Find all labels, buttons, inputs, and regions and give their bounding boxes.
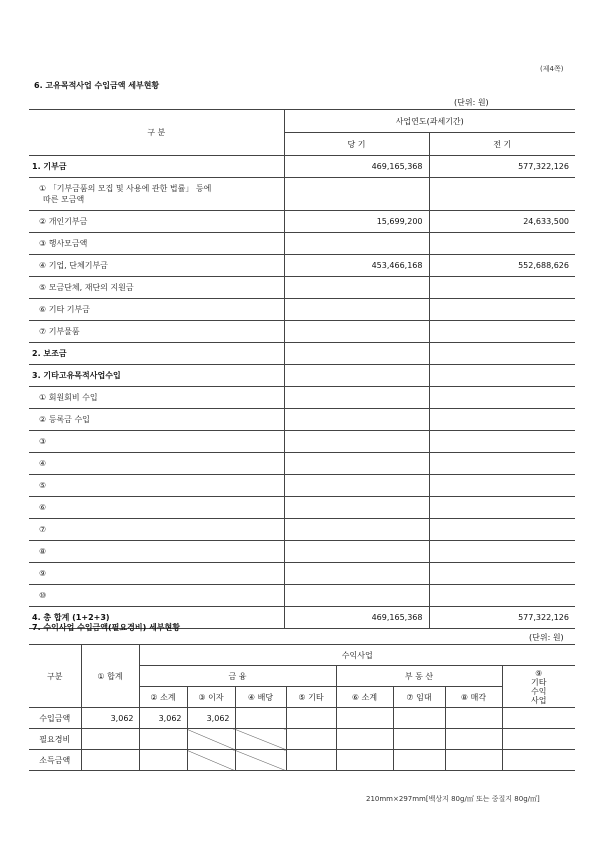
sec6-row (29, 299, 575, 321)
sec6-row (29, 277, 575, 299)
sec6-current-value: 15,699,200 (284, 211, 429, 233)
sec6-current-value (284, 431, 429, 453)
sec7-cell (81, 729, 139, 750)
sec6-row (29, 563, 575, 585)
sec7-cell (187, 729, 235, 750)
sec6-row-label: ② 등록금 수입 (29, 409, 284, 431)
sec7-cell (502, 708, 575, 729)
sec6-row (29, 255, 575, 277)
sec7-cell (286, 750, 336, 771)
sec6-prior-value (429, 541, 575, 563)
sec6-prior-value (429, 497, 575, 519)
sec6-row-label-line1: ① 「기부금품의 모집 및 사용에 관한 법률」 등에 (39, 184, 212, 193)
sec6-current-value (284, 497, 429, 519)
sec7-cell: 3,062 (187, 708, 235, 729)
sec7-cell (81, 750, 139, 771)
sec6-prior-value: 552,688,626 (429, 255, 575, 277)
sec6-row-label: ⑧ (29, 541, 284, 563)
sec6-row (29, 519, 575, 541)
sec6-prior-value (429, 178, 575, 211)
sec6-current-value (284, 541, 429, 563)
sec7-cell (393, 729, 445, 750)
sec6-row-label: ⑤ 모금단체, 재단의 지원금 (29, 277, 284, 299)
sec7-row-label: 필요경비 (29, 729, 81, 750)
sec6-current-value: 469,165,368 (284, 607, 429, 629)
sec7-cell (139, 729, 187, 750)
sec6-current-value (284, 387, 429, 409)
sec7-row (29, 708, 575, 729)
sec6-row-label: 4. 총 합계 (1+2+3) (29, 607, 284, 629)
sec7-cell (445, 750, 502, 771)
sec6-row-label: ⑦ (29, 519, 284, 541)
section-6-title: 6. 고유목적사업 수입금액 세부현황 (34, 81, 160, 90)
sec7-cell (139, 750, 187, 771)
sec6-row-label: 1. 기부금 (29, 156, 284, 178)
sec6-row (29, 541, 575, 563)
sec6-prior-value: 24,633,500 (429, 211, 575, 233)
sec6-row-label: ③ 행사모금액 (29, 233, 284, 255)
section-6-table (29, 109, 575, 629)
prior-year-header: 전 기 (429, 133, 575, 156)
sec7-cell (393, 708, 445, 729)
sec6-row-label-line2: 따른 모금액 (43, 195, 85, 204)
sec6-row (29, 178, 575, 211)
sec6-prior-value (429, 321, 575, 343)
sec6-current-value (284, 299, 429, 321)
sec7-cell (336, 729, 393, 750)
sec7-cell (445, 708, 502, 729)
sec6-row-label: ⑨ (29, 563, 284, 585)
section-7-table (29, 644, 575, 771)
sec7-row-label: 수입금액 (29, 708, 81, 729)
sec6-row-label: ① 회원회비 수입 (29, 387, 284, 409)
sec6-row-label: ⑤ (29, 475, 284, 497)
sec6-row-label: ⑥ (29, 497, 284, 519)
sec6-row-label: 2. 보조금 (29, 343, 284, 365)
sec6-row-label: ③ (29, 431, 284, 453)
sec7-subheader: ⑥ 소계 (336, 687, 393, 708)
sec6-row (29, 233, 575, 255)
sec6-prior-value (429, 277, 575, 299)
sec7-cell (235, 729, 286, 750)
sec6-current-value (284, 365, 429, 387)
section-6-unit: (단위: 원) (454, 98, 489, 107)
business-header: 수익사업 (139, 645, 575, 666)
sec7-cell (445, 729, 502, 750)
current-year-header: 당 기 (284, 133, 429, 156)
sec6-prior-value (429, 585, 575, 607)
total-header: ① 합계 (81, 645, 139, 708)
sec6-row (29, 409, 575, 431)
sec7-row (29, 729, 575, 750)
sec6-current-value (284, 277, 429, 299)
sec6-current-value (284, 475, 429, 497)
sec6-row (29, 453, 575, 475)
sec6-prior-value (429, 431, 575, 453)
page-number: (제4쪽) (540, 65, 564, 73)
sec6-prior-value (429, 387, 575, 409)
sec7-subheader: ③ 이자 (187, 687, 235, 708)
section-7-title: 7. 수익사업 수입금액(필요경비) 세부현황 (32, 623, 180, 632)
sec7-cell (336, 708, 393, 729)
sec6-current-value (284, 178, 429, 211)
sec7-cell (286, 708, 336, 729)
sec6-current-value (284, 321, 429, 343)
sec6-row (29, 585, 575, 607)
sec7-subheader: ⑤ 기타 (286, 687, 336, 708)
sec6-row-label: ⑦ 기부물품 (29, 321, 284, 343)
sec6-row (29, 431, 575, 453)
sec6-current-value (284, 453, 429, 475)
sec7-cell (502, 750, 575, 771)
sec6-current-value: 453,466,168 (284, 255, 429, 277)
sec7-cell (393, 750, 445, 771)
sec6-row-label: ④ 기업, 단체기부금 (29, 255, 284, 277)
sec7-cell (286, 729, 336, 750)
sec7-cell (187, 750, 235, 771)
sec7-cell: 3,062 (139, 708, 187, 729)
sec7-cell (235, 708, 286, 729)
sec7-row (29, 750, 575, 771)
sec6-current-value: 469,165,368 (284, 156, 429, 178)
period-header: 사업연도(과세기간) (284, 110, 575, 133)
sec6-prior-value (429, 409, 575, 431)
sec7-subheader: ② 소계 (139, 687, 187, 708)
sec6-prior-value (429, 299, 575, 321)
sec7-cell (235, 750, 286, 771)
sec6-prior-value (429, 519, 575, 541)
sec6-row (29, 497, 575, 519)
sec6-row-label: ⑩ (29, 585, 284, 607)
sec6-prior-value (429, 343, 575, 365)
other-business-header: ⑨ 기타 수익 사업 (502, 666, 575, 708)
sec6-current-value (284, 409, 429, 431)
sec6-prior-value (429, 453, 575, 475)
sec6-row (29, 321, 575, 343)
sec6-row (29, 387, 575, 409)
sec6-prior-value: 577,322,126 (429, 156, 575, 178)
realestate-header: 부 동 산 (336, 666, 502, 687)
sec6-row (29, 365, 575, 387)
sec6-row-label: ④ (29, 453, 284, 475)
category-header: 구 분 (29, 110, 284, 156)
sec6-row-label: ② 개인기부금 (29, 211, 284, 233)
sec7-row-label: 소득금액 (29, 750, 81, 771)
sec6-prior-value (429, 233, 575, 255)
sec7-cell: 3,062 (81, 708, 139, 729)
finance-header: 금 융 (139, 666, 336, 687)
sec6-prior-value (429, 563, 575, 585)
paper-spec-footer: 210mm×297mm[백상지 80g/㎡ 또는 중질지 80g/㎡] (366, 795, 540, 803)
sec6-prior-value: 577,322,126 (429, 607, 575, 629)
sec6-prior-value (429, 475, 575, 497)
sec6-row-label (29, 178, 284, 211)
sec7-subheader: ⑦ 임대 (393, 687, 445, 708)
sec6-prior-value (429, 365, 575, 387)
sec6-current-value (284, 233, 429, 255)
sec6-current-value (284, 343, 429, 365)
section-7-unit: (단위: 원) (529, 633, 564, 642)
sec6-current-value (284, 585, 429, 607)
sec6-row (29, 475, 575, 497)
sec6-row (29, 343, 575, 365)
sec6-row (29, 156, 575, 178)
sec6-current-value (284, 519, 429, 541)
sec6-row-label: ⑥ 기타 기부금 (29, 299, 284, 321)
sec7-subheader: ⑧ 매각 (445, 687, 502, 708)
sec7-subheader: ④ 배당 (235, 687, 286, 708)
sec6-row (29, 211, 575, 233)
sec6-current-value (284, 563, 429, 585)
sec6-row-label: 3. 기타고유목적사업수입 (29, 365, 284, 387)
gubun-header: 구분 (29, 645, 81, 708)
sec7-cell (336, 750, 393, 771)
sec7-cell (502, 729, 575, 750)
